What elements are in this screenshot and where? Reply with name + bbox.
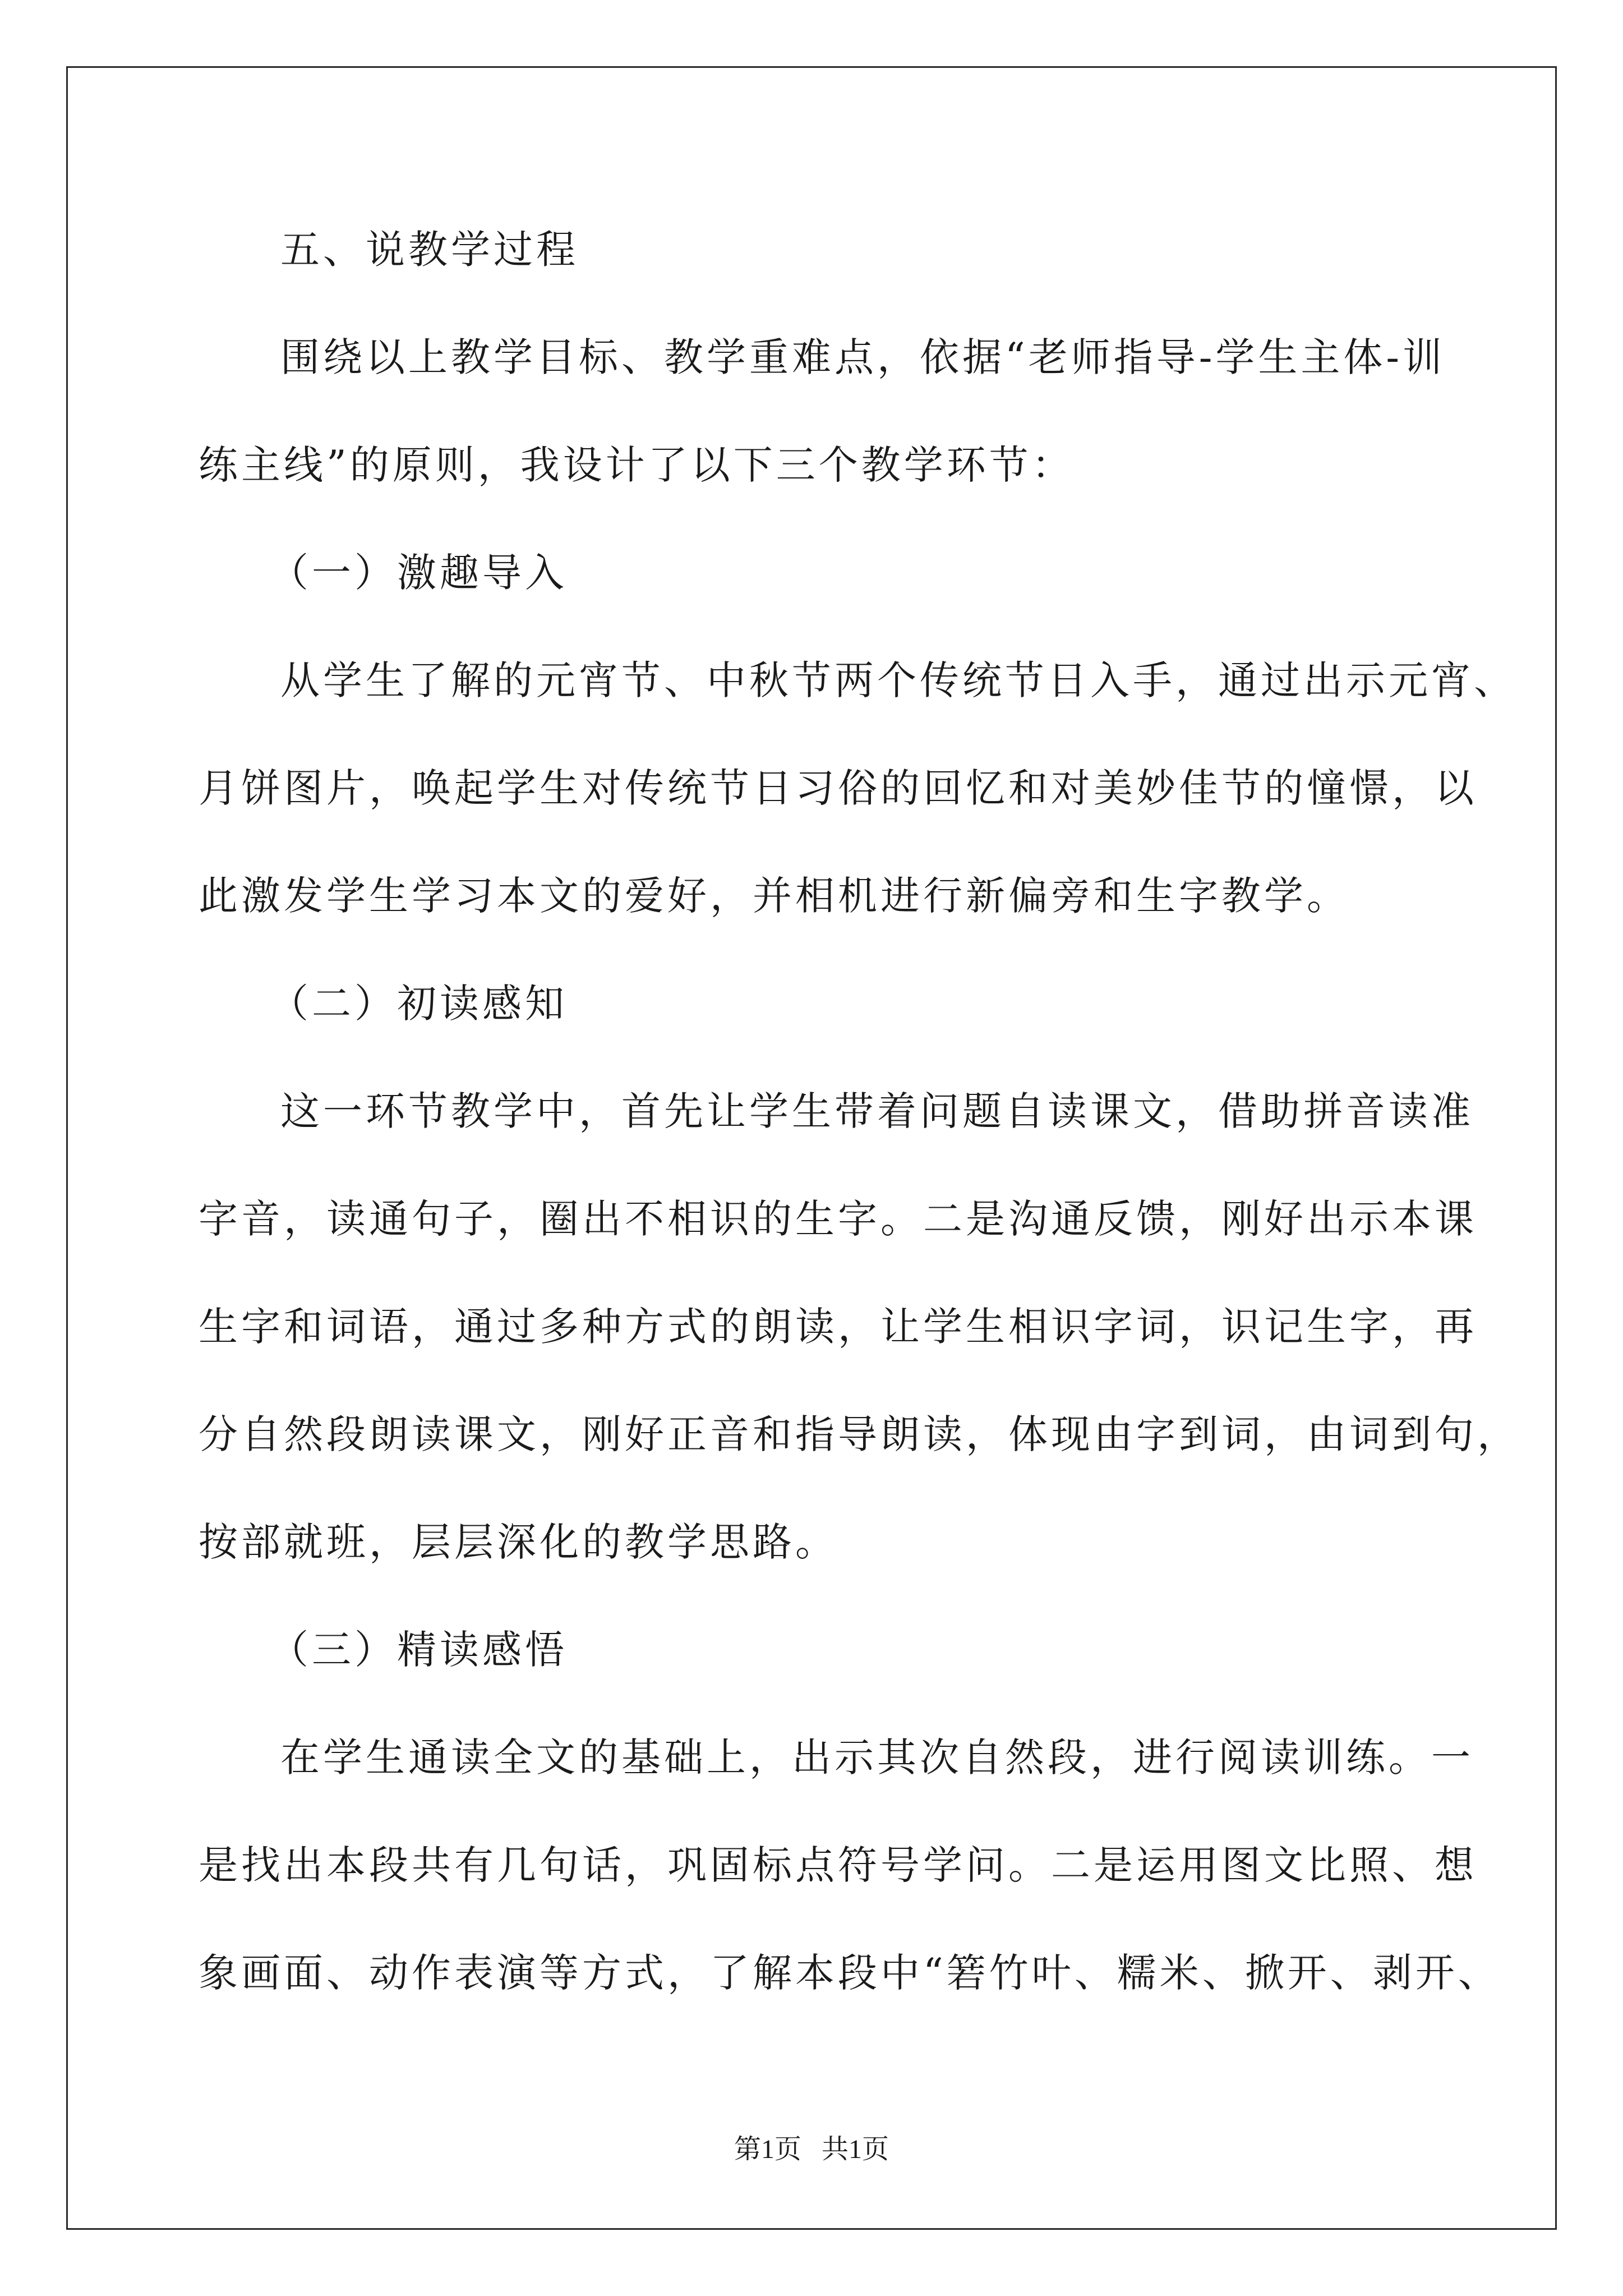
- paragraph-line: 按部就班，层层深化的教学思路。: [199, 1519, 838, 1565]
- section-heading-process: 五、说教学过程: [280, 227, 579, 273]
- page-border: [66, 66, 1557, 2230]
- paragraph-line: 此激发学生学习本文的爱好，并相机进行新偏旁和生字教学。: [199, 873, 1349, 919]
- page-footer: 第1页 共1页: [734, 2134, 889, 2164]
- paragraph-line: 这一环节教学中，首先让学生带着问题自读课文，借助拼音读准: [280, 1088, 1474, 1134]
- subheading-intro: （一）激趣导入: [269, 550, 568, 596]
- paragraph-line: 字音，读通句子，圈出不相识的生字。二是沟通反馈，刚好出示本课: [199, 1196, 1477, 1242]
- paragraph-line: 从学生了解的元宵节、中秋节两个传统节日入手，通过出示元宵、: [280, 657, 1516, 703]
- paragraph-line: 是找出本段共有几句话，巩固标点符号学问。二是运用图文比照、想: [199, 1842, 1477, 1888]
- paragraph-line: 围绕以上教学目标、教学重难点，依据“老师指导-学生主体-训: [280, 334, 1446, 380]
- paragraph-line: 月饼图片，唤起学生对传统节日习俗的回忆和对美妙佳节的憧憬，以: [199, 765, 1477, 811]
- paragraph-line: 在学生通读全文的基础上，出示其次自然段，进行阅读训练。一: [280, 1734, 1474, 1780]
- paragraph-line: 练主线”的原则，我设计了以下三个教学环节：: [199, 442, 1075, 488]
- subheading-close-reading: （三）精读感悟: [269, 1627, 568, 1673]
- paragraph-line: 分自然段朗读课文，刚好正音和指导朗读，体现由字到词，由词到句，: [199, 1411, 1520, 1457]
- subheading-first-reading: （二）初读感知: [269, 981, 568, 1027]
- paragraph-line: 生字和词语，通过多种方式的朗读，让学生相识字词，识记生字，再: [199, 1304, 1477, 1350]
- paragraph-line: 象画面、动作表演等方式，了解本段中“箬竹叶、糯米、掀开、剥开、: [199, 1950, 1501, 1996]
